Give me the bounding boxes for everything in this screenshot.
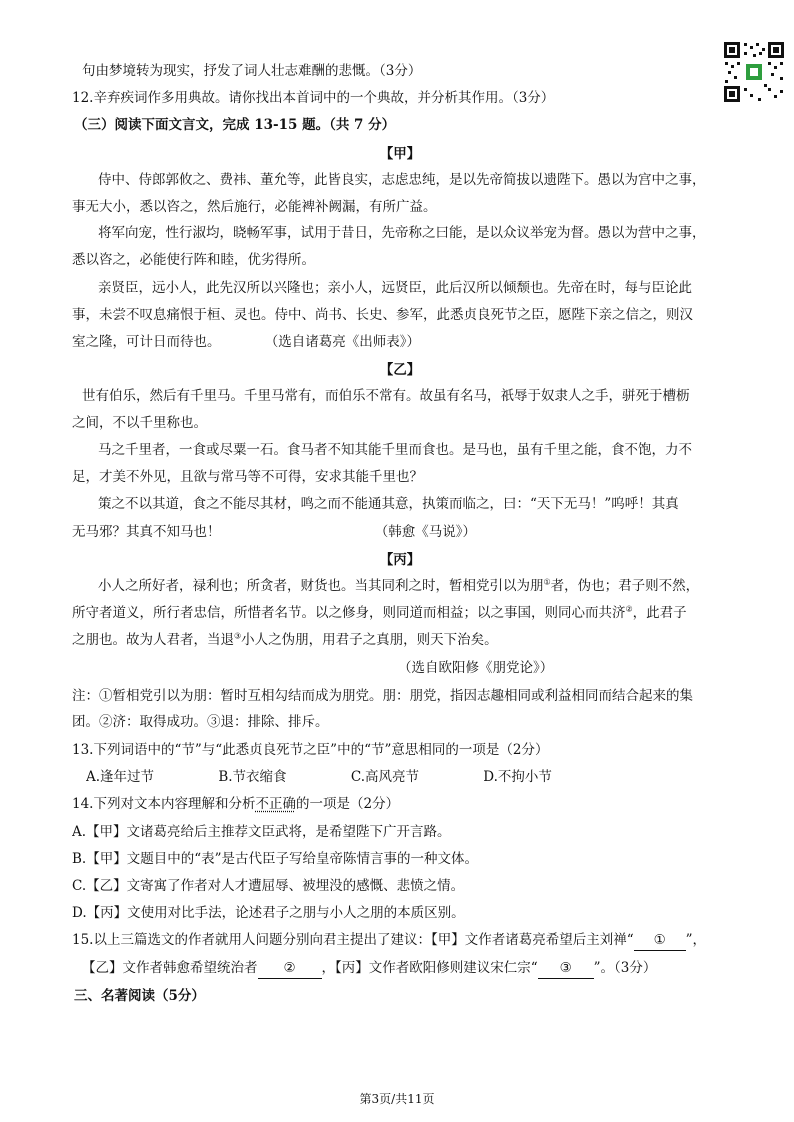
- passage-bing-heading: 【丙】: [379, 552, 421, 568]
- passage-line: 将军向宠，性行淑均，晓畅军事，试用于昔日，先帝称之曰能，是以众议举宠为督。愚以为营中之事，: [98, 225, 706, 241]
- footnote-mark: ②: [625, 604, 633, 614]
- passage-line: [72, 332, 728, 352]
- question-12: 12.辛弃疾词作多用典故。请你找出本首词中的一个典故，并分析其作用。（3分）: [72, 90, 555, 106]
- blank-number: ③: [559, 960, 572, 976]
- passage-jia-heading: 【甲】: [379, 146, 421, 162]
- option-a[interactable]: A.逢年过节: [86, 769, 155, 785]
- passage-line: 事无大小，悉以咨之，然后施行，必能裨补阙漏，有所广益。: [72, 199, 437, 215]
- source-citation: （选自欧阳修《朋党论》）: [398, 660, 554, 676]
- page-number: 第3页/共11页: [359, 1092, 435, 1106]
- passage-text: 之朋也。故为人君者，当退: [72, 632, 234, 648]
- answer-blank-2[interactable]: [258, 958, 322, 979]
- option-c[interactable]: C.【乙】文寄寓了作者对人才遭屈辱、被埋没的感慨、悲愤之情。: [72, 878, 465, 894]
- passage-line: 世有伯乐，然后有千里马。千里马常有，而伯乐不常有。故虽有名马，祇辱于奴隶人之手，骈死于槽枥: [82, 388, 690, 404]
- passage-text: 所守者道义，所行者忠信，所惜者名节。以之修身，则同道而相益；以之事国，则同心而共济: [72, 605, 626, 621]
- option-d[interactable]: D.【丙】文使用对比手法，论述君子之朋与小人之朋的本质区别。: [72, 905, 465, 921]
- section-heading: （三）阅读下面文言文，完成 13-15 题。（共 7 分）: [74, 117, 396, 133]
- passage-text: 小人之所好者，禄利也；所贪者，财货也。当其同利之时，暂相党引以为朋: [98, 578, 544, 594]
- answer-blank-3[interactable]: [538, 958, 594, 979]
- option-c[interactable]: C.高风亮节: [350, 769, 419, 785]
- passage-line: [72, 522, 728, 542]
- passage-line: 事，未尝不叹息痛恨于桓、灵也。侍中、尚书、长史、参军，此悉贞良死节之臣，愿陛下亲之信之，则汉: [72, 307, 693, 323]
- blank-number: ②: [283, 960, 296, 976]
- source-citation: （选自诸葛亮《出师表》）: [264, 334, 421, 350]
- question-15: [72, 930, 732, 951]
- option-b[interactable]: B.节衣缩食: [218, 769, 287, 785]
- question-13-options: [86, 767, 742, 787]
- passage-text: 小人之伪朋，用君子之真朋，则天下治矣。: [241, 632, 498, 648]
- passage-line: 之间，不以千里称也。: [72, 415, 207, 431]
- question-13: 13.下列词语中的“节”与“此悉贞良死节之臣”中的“节”意思相同的一项是（2分）: [72, 742, 549, 758]
- annotation-line: 团。②济：取得成功。③退：排除、排斥。: [72, 714, 329, 730]
- passage-line: 马之千里者，一食或尽粟一石。食马者不知其能千里而食也。是马也，虽有千里之能，食不饱，力不: [98, 442, 692, 458]
- question-text: 14.下列对文本内容理解和分析: [72, 796, 256, 812]
- footnote-mark: ③: [234, 631, 242, 641]
- passage-line: 悉以咨之，必能使行阵和睦，优劣得所。: [72, 252, 315, 268]
- passage-line: 策之不以其道，食之不能尽其材，鸣之而不能通其意，执策而临之，曰：“天下无马！”呜呼！其真: [98, 496, 679, 512]
- question-15-cont: [82, 958, 738, 979]
- passage-line: 足，才美不外见，且欲与常马等不可得，安求其能千里也？: [72, 469, 423, 485]
- question-text: 【乙】文作者韩愈希望统治者: [82, 960, 258, 976]
- passage-text: 者，伪也；君子则不然，: [550, 578, 700, 594]
- answer-blank-1[interactable]: [634, 930, 686, 951]
- passage-line: [72, 603, 728, 623]
- footnote-mark: ①: [543, 577, 551, 587]
- annotation-line: 注：①暂相党引以为朋：暂时互相勾结而成为朋党。朋：朋党，指因志趣相同或利益相同而结合起来的集: [72, 688, 693, 704]
- passage-yi-heading: 【乙】: [379, 362, 421, 378]
- section-heading: 三、名著阅读（5分）: [74, 988, 205, 1004]
- passage-line: [98, 576, 728, 596]
- option-b[interactable]: B.【甲】文题目中的“表”是古代臣子写给皇帝陈情言事的一种文体。: [72, 851, 479, 867]
- source-citation: （韩愈《马说》）: [374, 524, 477, 540]
- option-a[interactable]: A.【甲】文诸葛亮给后主推荐文臣武将，是希望陛下广开言路。: [72, 824, 451, 840]
- text-line: 句由梦境转为现实，抒发了词人壮志难酬的悲慨。（3分）: [82, 63, 422, 79]
- passage-text: ，此君子: [632, 605, 687, 621]
- option-d[interactable]: D.不拘小节: [483, 769, 552, 785]
- passage-line: 亲贤臣，远小人，此先汉所以兴隆也；亲小人，远贤臣，此后汉所以倾颓也。先帝在时，每与臣论此: [98, 280, 692, 296]
- question-14: [72, 794, 728, 814]
- blank-number: ①: [653, 932, 666, 948]
- question-text: 的一项是（2分）: [295, 796, 400, 812]
- passage-line: 侍中、侍郎郭攸之、费祎、董允等，此皆良实，志虑忠纯，是以先帝简拔以遗陛下。愚以为宫中之事，: [98, 172, 706, 188]
- passage-text: 无马邪？其真不知马也！: [72, 524, 221, 540]
- question-text: ”。（3分）: [593, 960, 657, 976]
- passage-text: 室之隆，可计日而待也。: [72, 334, 221, 350]
- question-text: ”，: [685, 932, 707, 948]
- emphasis-text: 不正确: [255, 796, 296, 812]
- question-text: ，【丙】文作者欧阳修则建议宋仁宗“: [321, 960, 538, 976]
- passage-line: [72, 630, 728, 650]
- question-text: 15.以上三篇选文的作者就用人问题分别向君主提出了建议：【甲】文作者诸葛亮希望后主刘禅“: [72, 932, 634, 948]
